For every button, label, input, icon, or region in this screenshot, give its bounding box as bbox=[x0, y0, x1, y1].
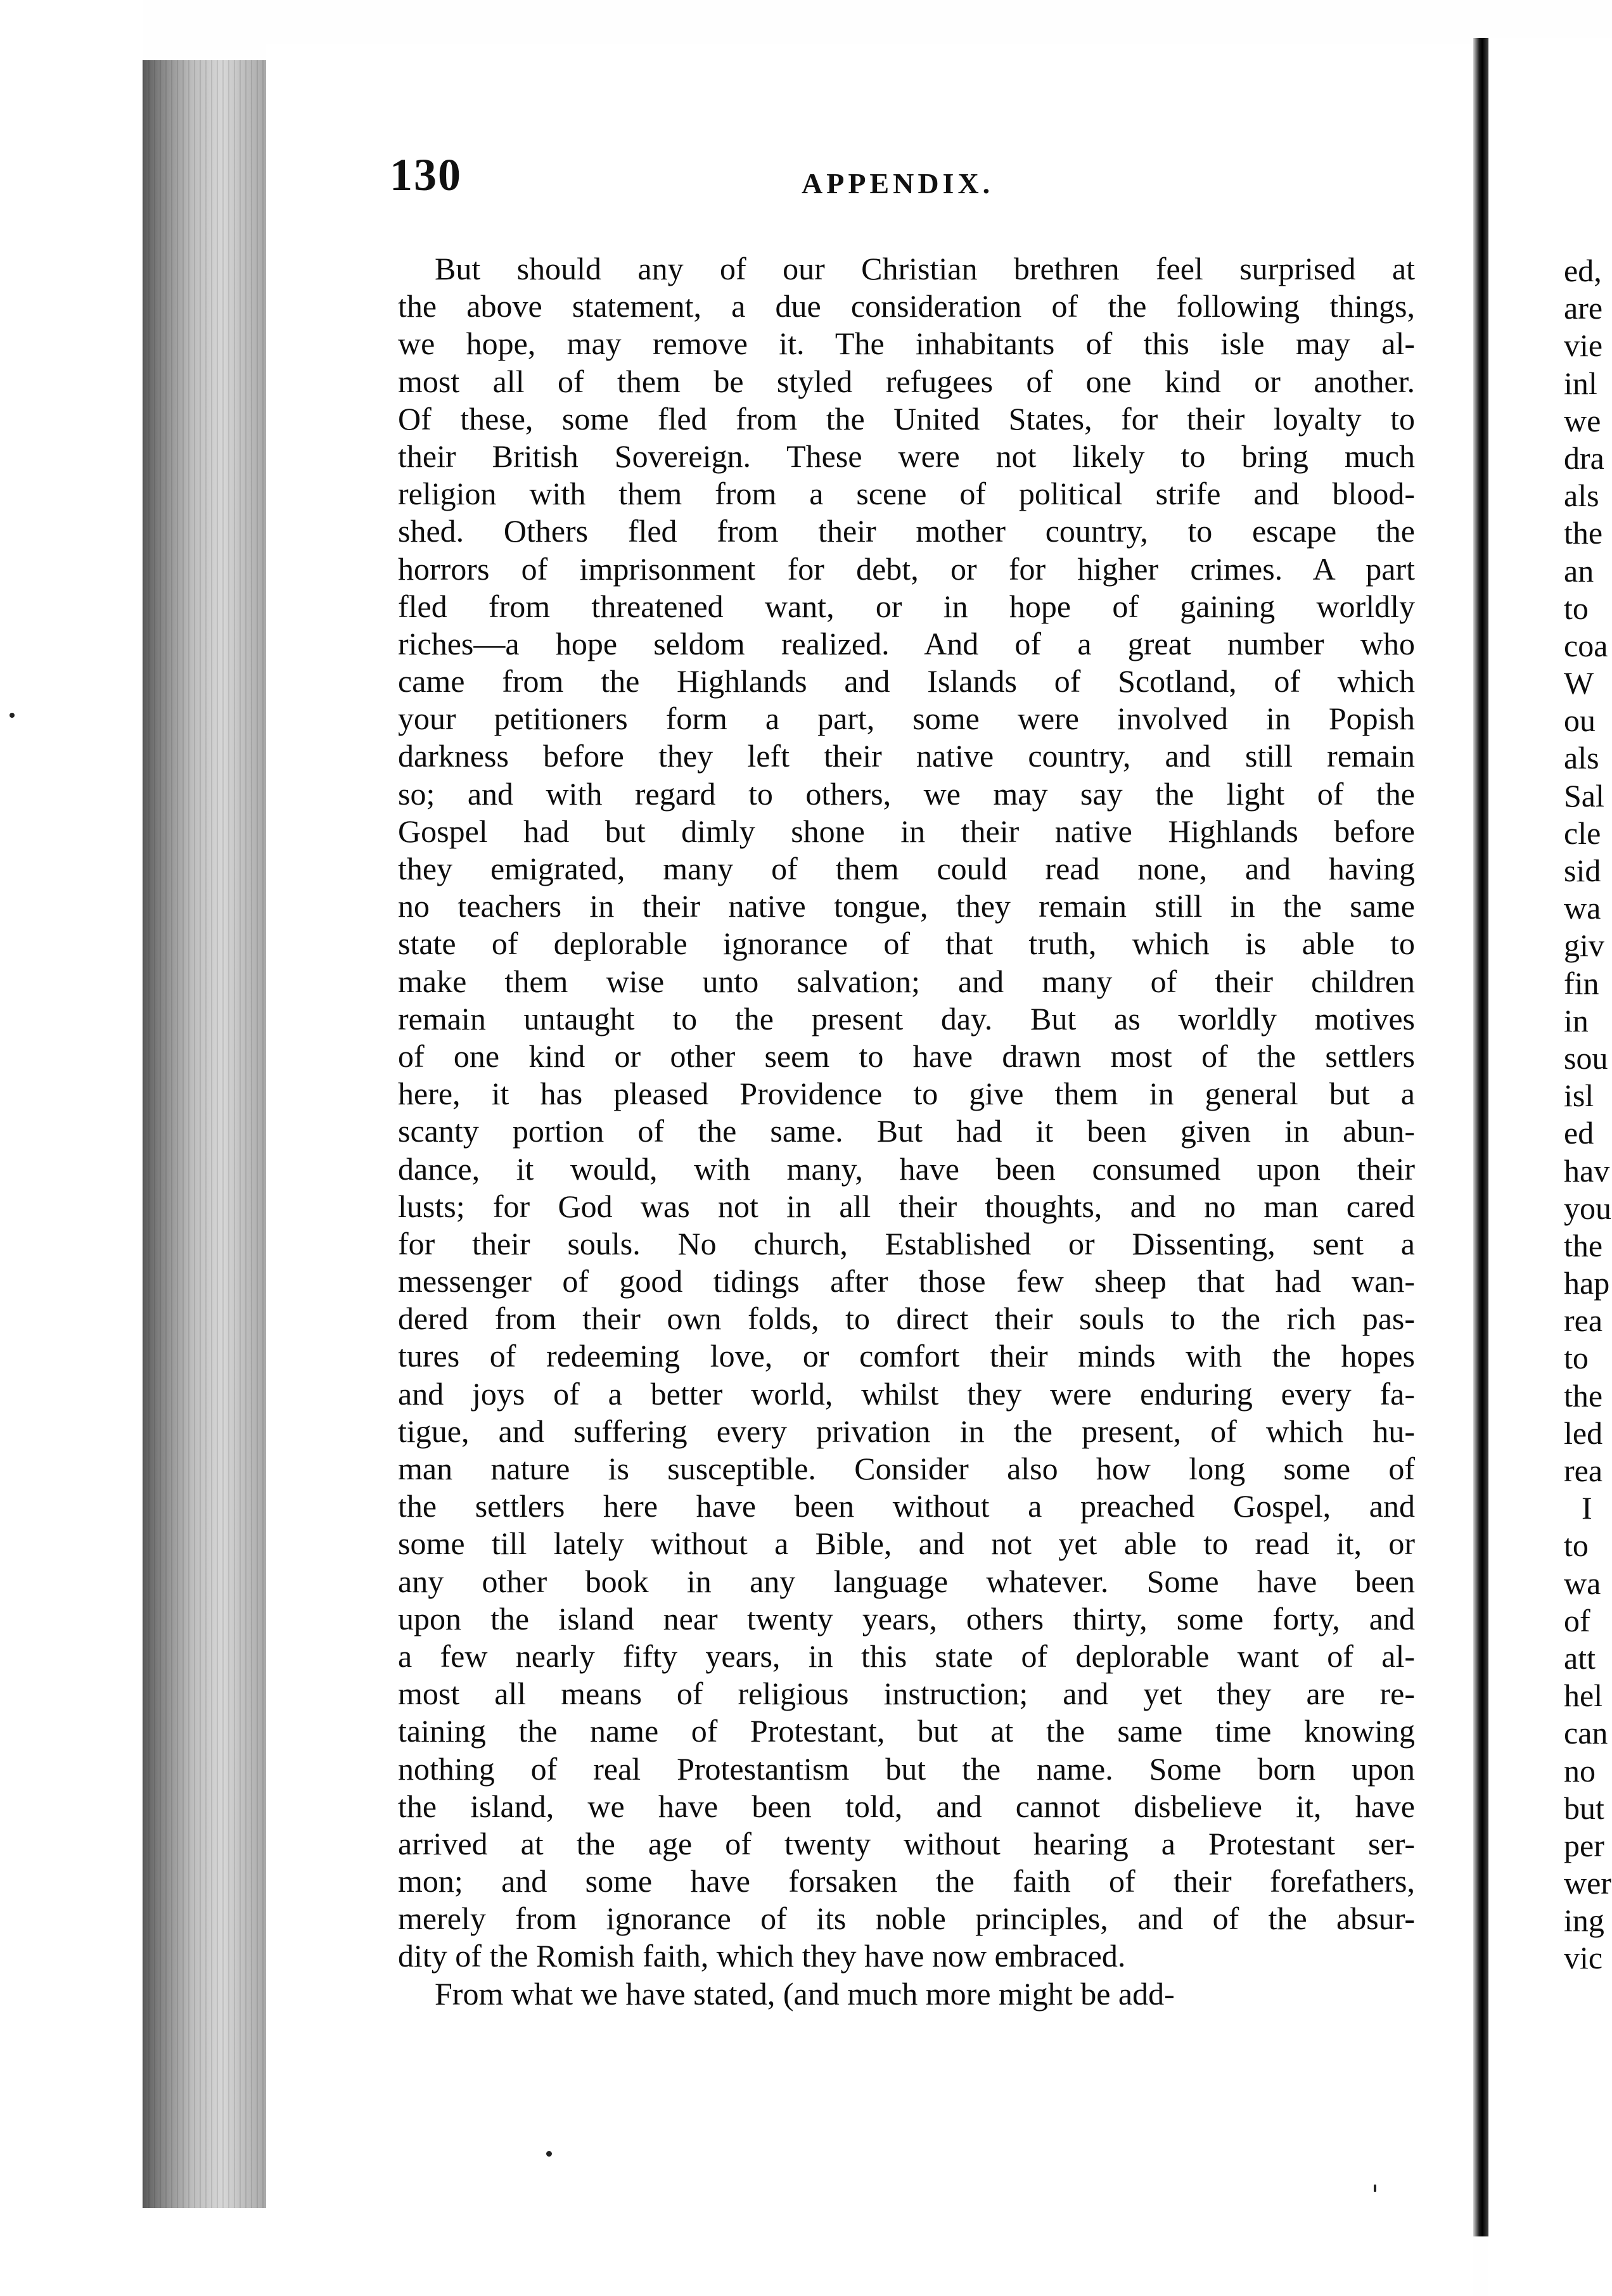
facing-text-fragment: coa bbox=[1564, 627, 1608, 663]
text-line: horrors of imprisonment for debt, or for higher crimes. A part bbox=[398, 551, 1415, 587]
ink-speck bbox=[10, 713, 15, 718]
text-line: darkness before they left their native country, and still remain bbox=[398, 738, 1415, 774]
facing-text-fragment: fin bbox=[1564, 965, 1599, 1001]
facing-text-fragment: giv bbox=[1564, 928, 1604, 964]
facing-text-fragment: cle bbox=[1564, 815, 1601, 851]
text-line: the settlers here have been without a preached Gospel, and bbox=[398, 1488, 1415, 1524]
text-line: state of deplorable ignorance of that truth, which is able to bbox=[398, 926, 1415, 962]
facing-text-fragment: led bbox=[1564, 1415, 1603, 1451]
facing-text-fragment: att bbox=[1564, 1640, 1596, 1676]
facing-text-fragment: the bbox=[1564, 1377, 1603, 1413]
text-line: some till lately without a Bible, and not yet able to read it, or bbox=[398, 1526, 1415, 1562]
facing-text-fragment: als bbox=[1564, 478, 1599, 514]
text-line: and joys of a better world, whilst they were enduring every fa- bbox=[398, 1375, 1415, 1412]
text-line: of one kind or other seem to have drawn most of the settlers bbox=[398, 1038, 1415, 1074]
facing-text-fragment: I bbox=[1582, 1490, 1592, 1526]
text-line: dance, it would, with many, have been consumed upon their bbox=[398, 1151, 1415, 1187]
ink-speck bbox=[546, 2151, 552, 2157]
facing-text-fragment: can bbox=[1564, 1715, 1608, 1751]
facing-text-fragment: hap bbox=[1564, 1265, 1610, 1301]
facing-text-fragment: Sal bbox=[1564, 777, 1604, 813]
text-line: most all of them be styled refugees of one kind or another. bbox=[398, 363, 1415, 399]
text-line: the island, we have been told, and cannot disbelieve it, have bbox=[398, 1788, 1415, 1824]
facing-text-fragment: but bbox=[1564, 1790, 1604, 1826]
facing-text-fragment: in bbox=[1564, 1002, 1589, 1038]
text-line: mon; and some have forsaken the faith of their forefathers, bbox=[398, 1863, 1415, 1899]
facing-text-fragment: ed, bbox=[1564, 253, 1602, 288]
text-line: Of these, some fled from the United States, for their loyalty to bbox=[398, 400, 1415, 437]
text-line: upon the island near twenty years, others thirty, some forty, and bbox=[398, 1600, 1415, 1636]
facing-text-fragment: no bbox=[1564, 1752, 1596, 1789]
text-line: a few nearly fifty years, in this state of deplorable want of al- bbox=[398, 1638, 1415, 1674]
text-line: nothing of real Protestantism but the name. Some born upon bbox=[398, 1751, 1415, 1787]
text-line: riches—a hope seldom realized. And of a great number who bbox=[398, 625, 1415, 661]
text-line: But should any of our Christian brethren feel surprised at bbox=[435, 251, 1415, 286]
facing-text-fragment: inl bbox=[1564, 365, 1597, 401]
facing-text-fragment: hav bbox=[1564, 1152, 1610, 1189]
facing-text-fragment: dra bbox=[1564, 440, 1604, 476]
ink-speck bbox=[1374, 2184, 1376, 2192]
text-line: remain untaught to the present day. But as worldly motives bbox=[398, 1000, 1415, 1036]
text-line: make them wise unto salvation; and many of their children bbox=[398, 963, 1415, 999]
facing-text-fragment: hel bbox=[1564, 1678, 1603, 1714]
facing-text-fragment: isl bbox=[1564, 1078, 1594, 1114]
facing-text-fragment: wer bbox=[1564, 1865, 1611, 1901]
facing-page-text bbox=[1564, 252, 1612, 1977]
facing-text-fragment: als bbox=[1564, 740, 1599, 776]
text-line: tures of redeeming love, or comfort their minds with the hopes bbox=[398, 1338, 1415, 1374]
text-line: their British Sovereign. These were not likely to bring much bbox=[398, 438, 1415, 474]
facing-text-fragment: vie bbox=[1564, 328, 1603, 364]
facing-text-fragment: ing bbox=[1564, 1903, 1604, 1939]
text-line: scanty portion of the same. But had it been given in abun- bbox=[398, 1113, 1415, 1149]
page-edge-stack bbox=[143, 60, 266, 2208]
facing-text-fragment: to bbox=[1564, 1340, 1589, 1376]
facing-text-fragment: an bbox=[1564, 552, 1594, 589]
text-line: so; and with regard to others, we may say the light of the bbox=[398, 775, 1415, 812]
facing-text-fragment: rea bbox=[1564, 1453, 1603, 1488]
facing-text-fragment: we bbox=[1564, 402, 1601, 438]
facing-text-fragment: of bbox=[1564, 1602, 1590, 1638]
facing-text-fragment: are bbox=[1564, 290, 1603, 326]
facing-text-fragment: to bbox=[1564, 1527, 1589, 1564]
text-line: they emigrated, many of them could read none, and having bbox=[398, 851, 1415, 886]
text-line: your petitioners form a part, some were involved in Popish bbox=[398, 701, 1415, 737]
text-line: taining the name of Protestant, but at the same time knowing bbox=[398, 1713, 1415, 1749]
scan-background bbox=[0, 0, 143, 2296]
facing-text-fragment: sid bbox=[1564, 853, 1601, 888]
text-line: most all means of religious instruction; and yet they are re- bbox=[398, 1676, 1415, 1712]
text-line: no teachers in their native tongue, they remain still in the same bbox=[398, 888, 1415, 924]
facing-text-fragment: the bbox=[1564, 515, 1603, 551]
text-line: dered from their own folds, to direct their souls to the rich pas- bbox=[398, 1301, 1415, 1337]
running-head bbox=[390, 149, 1423, 206]
text-line: for their souls. No church, Established or Dissenting, sent a bbox=[398, 1225, 1415, 1261]
facing-text-fragment: ed bbox=[1564, 1115, 1594, 1151]
text-line: fled from threatened want, or in hope of gaining worldly bbox=[398, 588, 1415, 624]
text-line: lusts; for God was not in all their thoughts, and no man cared bbox=[398, 1188, 1415, 1224]
facing-text-fragment: per bbox=[1564, 1827, 1604, 1863]
page-bottom-margin bbox=[143, 2208, 1473, 2296]
text-line: the above statement, a due consideration of the following things, bbox=[398, 288, 1415, 324]
facing-text-fragment: rea bbox=[1564, 1303, 1603, 1339]
book-gutter bbox=[1473, 38, 1488, 2236]
text-line: tigue, and suffering every privation in the present, of which hu- bbox=[398, 1413, 1415, 1449]
facing-text-fragment: vic bbox=[1564, 1940, 1603, 1976]
running-title: APPENDIX. bbox=[802, 167, 994, 200]
facing-text-fragment: sou bbox=[1564, 1040, 1608, 1076]
text-line: merely from ignorance of its noble principles, and of the absur- bbox=[398, 1901, 1415, 1937]
text-line: religion with them from a scene of political strife and blood- bbox=[398, 476, 1415, 512]
facing-text-fragment: to bbox=[1564, 590, 1589, 626]
body-text bbox=[398, 250, 1415, 2013]
text-line: shed. Others fled from their mother country, to escape the bbox=[398, 513, 1415, 549]
text-line: Gospel had but dimly shone in their native Highlands before bbox=[398, 813, 1415, 849]
text-line: we hope, may remove it. The inhabitants of this isle may al- bbox=[398, 326, 1415, 362]
facing-text-fragment: you bbox=[1564, 1190, 1611, 1226]
text-line: man nature is susceptible. Consider also how long some of bbox=[398, 1451, 1415, 1486]
page-number: 130 bbox=[390, 150, 462, 200]
facing-text-fragment: wa bbox=[1564, 1565, 1601, 1601]
facing-text-fragment: the bbox=[1564, 1227, 1603, 1263]
text-line: dity of the Romish faith, which they have now embraced. bbox=[398, 1938, 1126, 1974]
facing-text-fragment: ou bbox=[1564, 703, 1596, 739]
text-line: From what we have stated, (and much more might be add- bbox=[435, 1975, 1175, 2012]
text-line: any other book in any language whatever. Some have been bbox=[398, 1563, 1415, 1599]
text-line: arrived at the age of twenty without hearing a Protestant ser- bbox=[398, 1825, 1415, 1861]
facing-text-fragment: W bbox=[1564, 665, 1594, 701]
text-line: here, it has pleased Providence to give them in general but a bbox=[398, 1076, 1415, 1112]
text-line: came from the Highlands and Islands of Scotland, of which bbox=[398, 663, 1415, 699]
text-line: messenger of good tidings after those few sheep that had wan- bbox=[398, 1263, 1415, 1299]
facing-text-fragment: wa bbox=[1564, 890, 1601, 926]
